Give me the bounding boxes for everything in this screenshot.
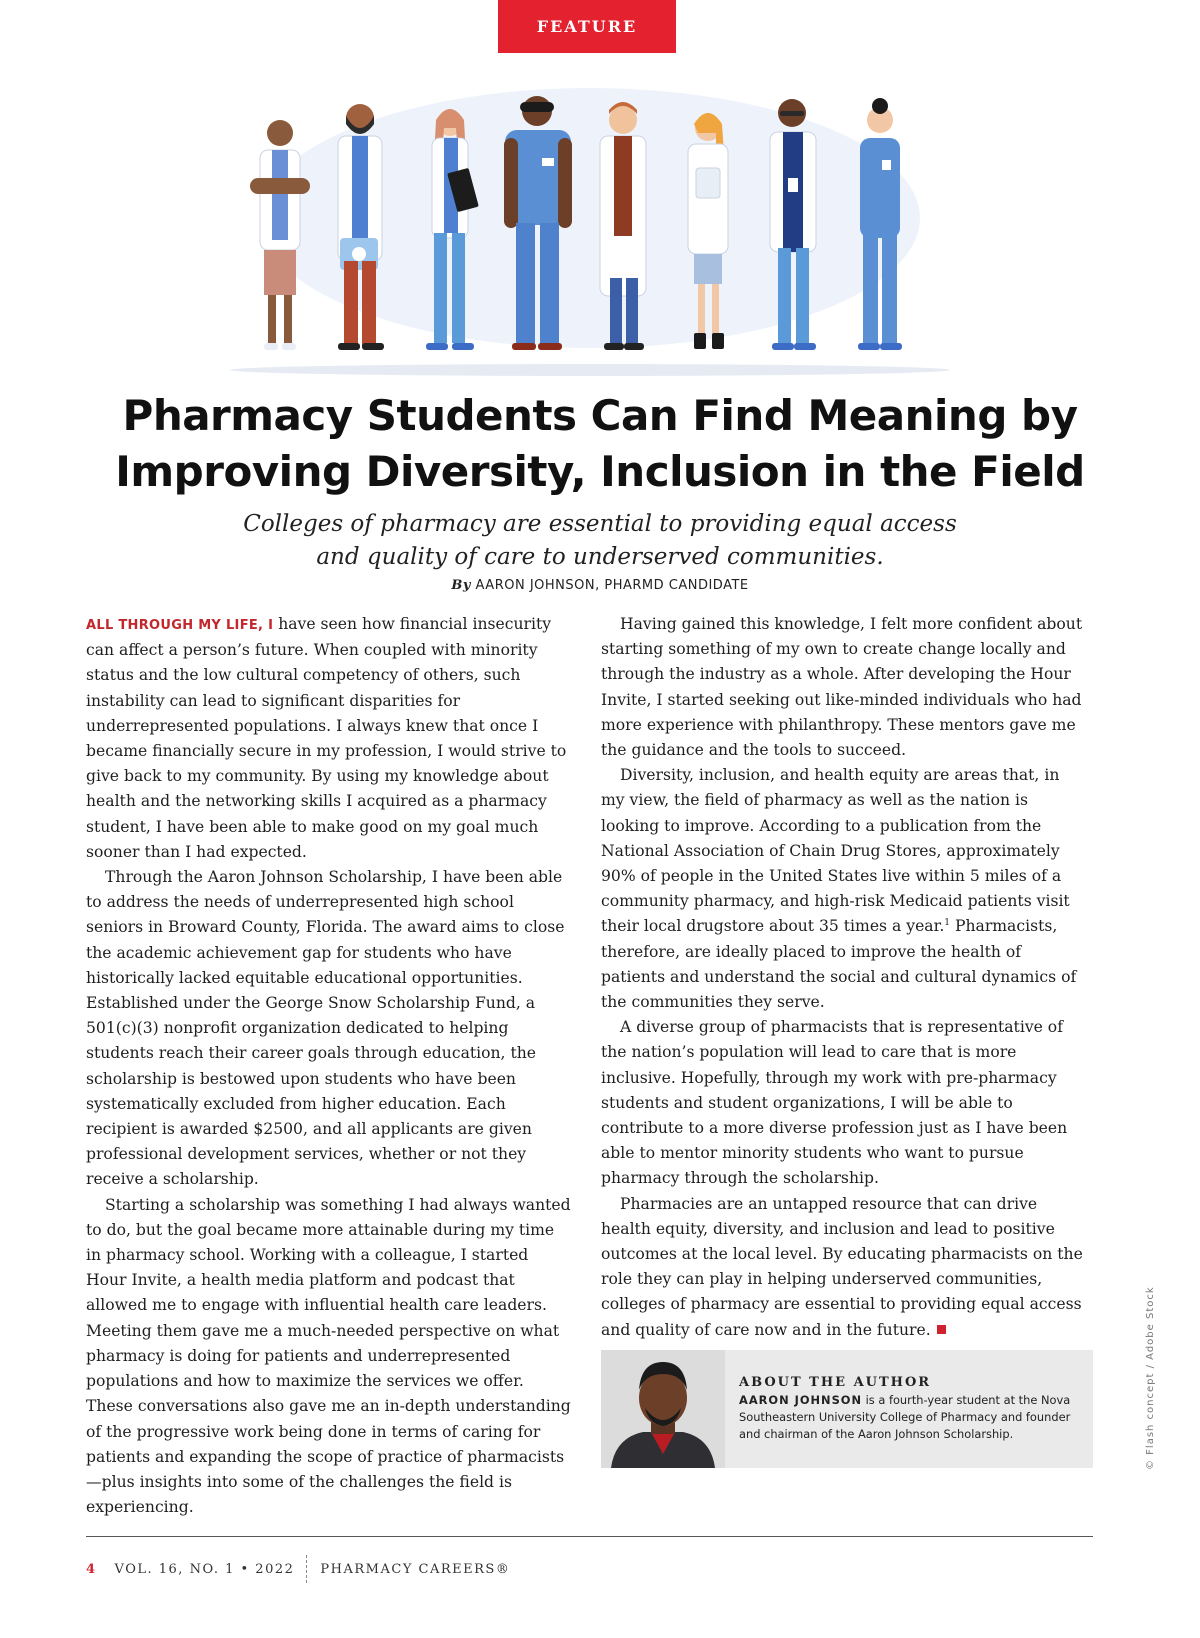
author-bio	[739, 1374, 1079, 1443]
section-label: FEATURE	[498, 0, 676, 53]
body-paragraph: Having gained this knowledge, I felt more confident about starting something of my own to create change locally and through the industry as a whole. After developing the Hour Invite, I started seeking out like-minded individuals who had more experience with philanthropy. These mentors gave me the guidance and the tools to succeed.	[601, 615, 1083, 760]
footer-divider	[86, 1536, 1093, 1537]
body-paragraph	[86, 612, 571, 865]
body-paragraph: A diverse group of pharmacists that is representative of the nation’s population will lead to care that is more inclusive. Hopefully, through my work with pre-pharmacy students and student organizations, I will be able to contribute to a more diverse profession just as I have been able to mentor minority students who want to pursue pharmacy through the scholarship.	[601, 1018, 1068, 1188]
paragraph-text: have seen how financial insecurity can affect a person’s future. When coupled with minority status and the low cultural competency of others, such instability can lead to significant disparities for underrepresented populations. I always knew that once I became financially secure in my profession, I would strive to give back to my community. By using my knowledge about health and the networking skills I acquired as a pharmacy student, I have been able to make good on my goal much sooner than I had expected.	[86, 615, 567, 861]
article-subtitle	[100, 508, 1100, 574]
body-paragraph: Through the Aaron Johnson Scholarship, I have been able to address the needs of underrepresented high school seniors in Broward County, Florida. The award aims to close the academic achievement gap for students who have historically lacked equitable educational opportunities. Established under the George Snow Scholarship Fund, a 501(c)(3) nonprofit organization dedicated to helping students reach their career goals through education, the scholarship is bestowed upon students who have been systematically excluded from higher education. Each recipient is awarded $2500, and all applicants are given professional development services, whether or not they receive a scholarship.	[86, 868, 565, 1189]
paragraph-text: Pharmacies are an untapped resource that can drive health equity, diversity, and inclusion and lead to positive outcomes at the local level. By educating pharmacists on the role they can play in helping underserved communities, colleges of pharmacy are essential to providing equal access and quality of care now and in the future.	[601, 1194, 1083, 1339]
author-box-heading: ABOUT THE AUTHOR	[739, 1375, 932, 1390]
page-number: 4	[86, 1561, 97, 1577]
end-mark-icon	[937, 1325, 946, 1334]
author-name: AARON JOHNSON, PHARMD CANDIDATE	[475, 578, 749, 593]
left-column	[86, 612, 571, 1520]
body-paragraph: Starting a scholarship was something I had always wanted to do, but the goal became more attainable during my time in pharmacy school. Working with a colleague, I started Hour Invite, a health media platform and podcast that allowed me to engage with influential health care leaders. Meeting them gave me a much-needed perspective on what pharmacy is doing for patients and underrepresented populations and how to maximize the services we offer. These conversations also gave me an in-depth understanding of the progressive work being done in terms of caring for patients and expanding the scope of practice of pharmacists—plus insights into some of the challenges the field is experiencing.	[86, 1195, 571, 1517]
body-paragraph	[601, 1192, 1086, 1343]
paragraph-text: Pharmacists, therefore, are ideally placed to improve the health of patients and understand the social and cultural dynamics of the communities they serve.	[601, 917, 1077, 1012]
article-title	[60, 388, 1140, 500]
figure-8	[858, 98, 902, 350]
about-the-author-box	[601, 1350, 1093, 1468]
byline-prefix: By	[451, 578, 471, 593]
byline	[0, 578, 1200, 593]
footnote-ref: 1	[944, 918, 951, 929]
title-line: Improving Diversity, Inclusion in the Field	[115, 447, 1085, 496]
publication-name: PHARMACY CAREERS®	[320, 1561, 511, 1577]
lead-in: ALL THROUGH MY LIFE, I	[86, 618, 274, 633]
author-photo	[601, 1350, 725, 1468]
footer-separator	[306, 1555, 308, 1583]
subtitle-line: and quality of care to underserved communities.	[316, 544, 884, 570]
subtitle-line: Colleges of pharmacy are essential to providing equal access	[243, 511, 957, 537]
author-bio-body: is a fourth-year student at the Nova Southeastern University College of Pharmacy and founder and chairman of the Aaron Johnson Scholarship.	[739, 1393, 1071, 1441]
page-footer	[86, 1555, 510, 1583]
paragraph-text: Diversity, inclusion, and health equity are areas that, in my view, the field of pharmacy as well as the nation is looking to improve. According to a publication from the National Association of Chain Drug Stores, approximately 90% of people in the United States live within 5 miles of a community pharmacy, and high-risk Medicaid patients visit their local drugstore about 35 times a year.	[601, 766, 1070, 936]
author-box-name: AARON JOHNSON	[739, 1393, 862, 1407]
issue-info: VOL. 16, NO. 1 • 2022	[114, 1561, 295, 1577]
healthcare-workers-illustration	[220, 78, 960, 378]
author-bio-text	[739, 1392, 1079, 1443]
body-paragraph	[601, 763, 1086, 1015]
image-credit: © Flash concept / Adobe Stock	[1145, 1286, 1156, 1470]
title-line: Pharmacy Students Can Find Meaning by	[122, 391, 1078, 440]
right-column	[601, 612, 1086, 1343]
